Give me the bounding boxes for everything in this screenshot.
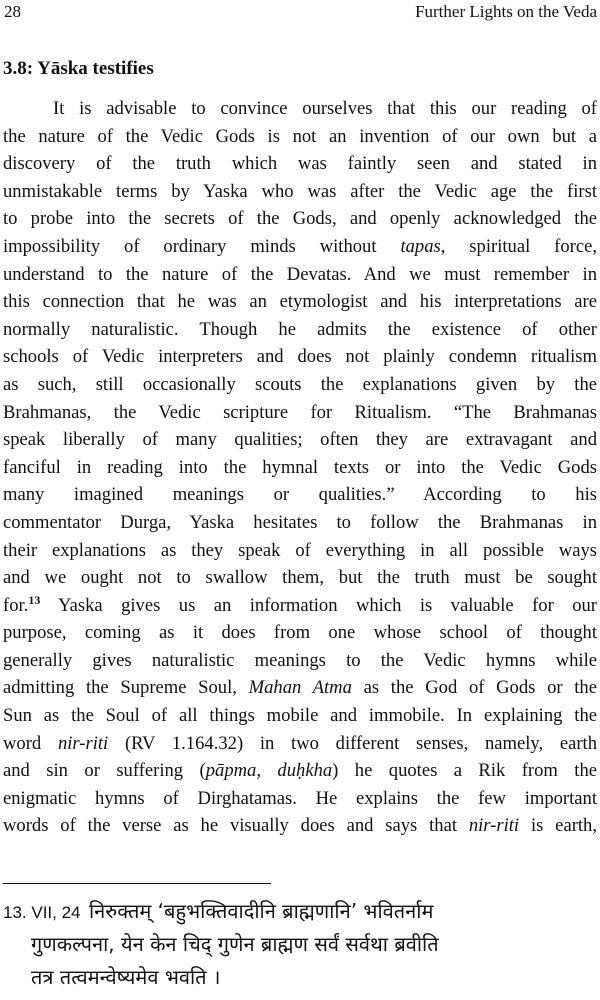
footnote-number: 13. VII, 24 [3,903,81,922]
text-line: understand to the nature of the Devatas. And we must remember in [3,263,597,285]
text-line: enigmatic hymns of Dirghatamas. He explains the few important [3,787,597,809]
text-line: Sun as the Soul of all things mobile and immobile. In explaining the [3,705,597,727]
text-line: speak liberally of many qualities; often they are extravagant and [3,429,597,451]
text-line: fanciful in reading into the hymnal texts or into the Vedic Gods [3,456,597,478]
text-line: for.$^{13}$ Yaska gives us an information which is valuable for our [3,592,597,616]
italic-term: tapas, [400,235,446,257]
footnote-divider [3,883,271,884]
text-line: their explanations as they speak of everything in all possible ways [3,539,597,561]
footnote-sanskrit: निरुक्तम् ‘बहुभक्तिवादीनि ब्राह्मणानि’ भवितर्नाम [89,899,434,923]
text-line: to probe into the secrets of the Gods, and openly acknowledged the [3,208,597,230]
text-line: Brahmanas, the Vedic scripture for Ritualism. “The Brahmanas [3,401,597,423]
section-heading: 3.8: Yāska testifies [3,58,154,79]
footnote-sanskrit: गुणकल्पना, येन केन चिद् गुणेन ब्राह्मण सर्वं सर्वथा ब्रवीति [31,932,439,956]
page-number: 28 [4,2,21,21]
text-line: words of the verse as he visually does and says that nir-riti is earth, [3,815,597,837]
italic-term: Mahan Atma [248,677,352,699]
text-line: impossibility of ordinary minds without tapas, spiritual force, [3,235,597,257]
text-line: It is advisable to convince ourselves that this our reading of [53,98,597,119]
text-line: the nature of the Vedic Gods is not an invention of our own but a [3,125,597,147]
running-head [4,2,597,24]
running-title: Further Lights on the Veda [415,2,597,21]
text-line: purpose, coming as it does from one whose school of thought [3,622,597,644]
italic-term: nir-riti [57,732,109,754]
text-line: and sin or suffering (pāpma, duḥkha) he quotes a Rik from the [3,760,598,782]
text-line: schools of Vedic interpreters and does not plainly condemn ritualism [3,346,597,368]
footnote-marker: 13 [28,592,41,607]
text-line: word nir-riti (RV 1.164.32) in two different senses, namely, earth [3,732,597,754]
text-line: as such, still occasionally scouts the explanations given by the [3,373,597,395]
text-line: commentator Durga, Yaska hesitates to follow the Brahmanas in [3,511,597,533]
footnote-sanskrit: तत्र तत्वमन्वेष्यमेव भवति । [31,965,221,989]
text-line: generally gives naturalistic meanings to the Vedic hymns while [3,649,597,671]
text-line: many imagined meanings or qualities.” According to his [3,484,597,506]
body-paragraph [3,95,597,840]
text-line: discovery of the truth which was faintly seen and stated in [3,153,597,175]
text-line: normally naturalistic. Though he admits the existence of other [3,318,597,340]
text-line: admitting the Supreme Soul, Mahan Atma as the God of Gods or the [3,677,597,699]
footnote-line [3,961,563,994]
italic-term: nir-riti [468,815,520,837]
text-line: this connection that he was an etymologist and his interpretations are [3,291,597,313]
footnote-line [3,928,563,961]
text-line: unmistakable terms by Yaska who was after the Vedic age the first [3,180,597,202]
footnote [3,895,563,994]
text-line: and we ought not to swallow them, but the truth must be sought [3,567,597,589]
footnote-line [3,895,563,928]
italic-term: pāpma, duḥkha [205,760,333,782]
